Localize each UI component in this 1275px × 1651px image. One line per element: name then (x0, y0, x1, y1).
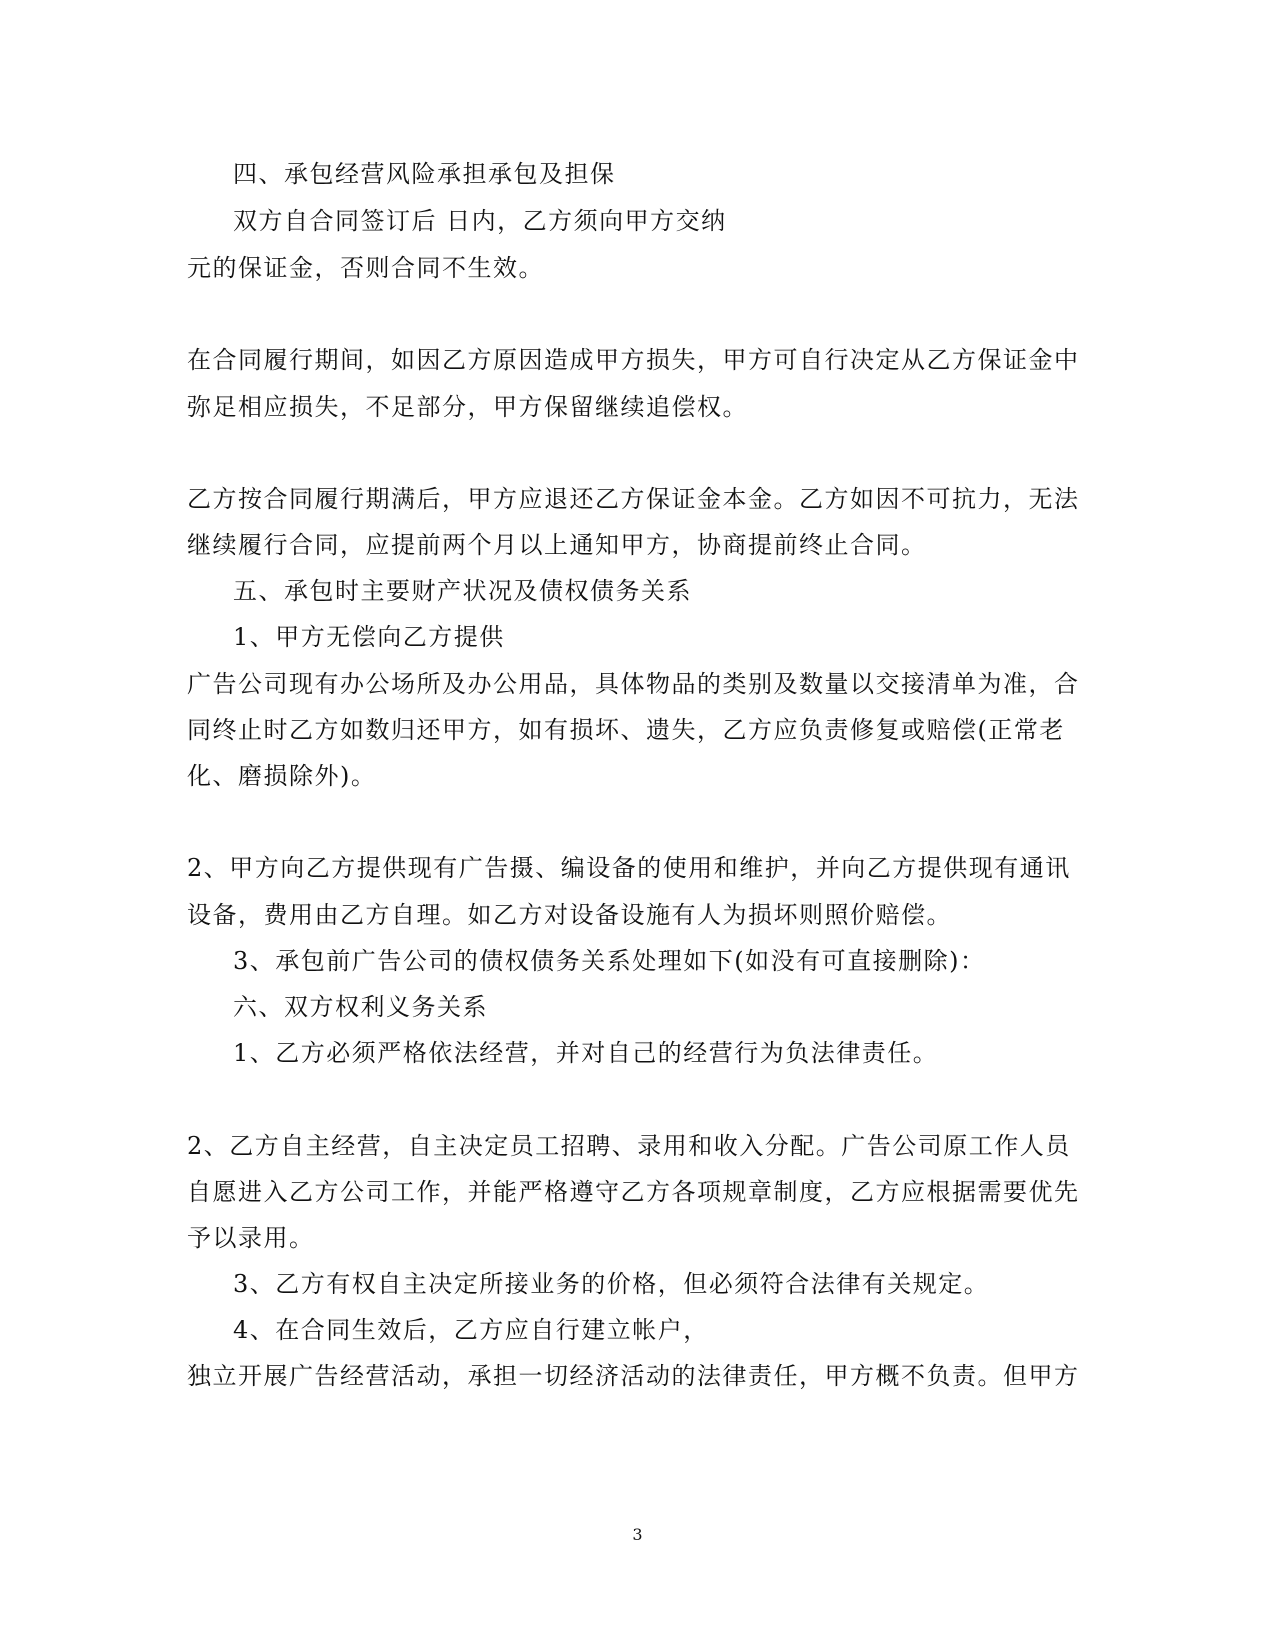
paragraph-line: 3、承包前广告公司的债权债务关系处理如下(如没有可直接删除)： (233, 947, 986, 975)
paragraph-line: 2、乙方自主经营，自主决定员工招聘、录用和收入分配。广告公司原工作人员 (187, 1132, 1071, 1160)
paragraph-line: 设备，费用由乙方自理。如乙方对设备设施有人为损坏则照价赔偿。 (187, 901, 952, 929)
page-number: 3 (632, 1525, 643, 1544)
section-heading-6: 六、双方权利义务关系 (233, 993, 488, 1021)
paragraph-line: 双方自合同签订后 日内，乙方须向甲方交纳 (233, 207, 727, 235)
paragraph-line: 4、在合同生效后，乙方应自行建立帐户， (233, 1316, 709, 1344)
paragraph-line: 自愿进入乙方公司工作，并能严格遵守乙方各项规章制度，乙方应根据需要优先 (187, 1178, 1080, 1206)
paragraph-line: 在合同履行期间，如因乙方原因造成甲方损失，甲方可自行决定从乙方保证金中 (187, 346, 1080, 374)
paragraph-line: 予以录用。 (187, 1224, 315, 1252)
paragraph-line: 同终止时乙方如数归还甲方，如有损坏、遗失，乙方应负责修复或赔偿(正常老 (187, 716, 1065, 744)
paragraph-line: 1、乙方必须严格依法经营，并对自己的经营行为负法律责任。 (233, 1039, 939, 1067)
paragraph-line: 弥足相应损失，不足部分，甲方保留继续追偿权。 (187, 393, 748, 421)
section-heading-5: 五、承包时主要财产状况及债权债务关系 (233, 577, 692, 605)
section-heading-4: 四、承包经营风险承担承包及担保 (233, 160, 616, 188)
paragraph-line: 独立开展广告经营活动，承担一切经济活动的法律责任，甲方概不负责。但甲方 (187, 1362, 1080, 1390)
paragraph-line: 3、乙方有权自主决定所接业务的价格，但必须符合法律有关规定。 (233, 1270, 990, 1298)
paragraph-line: 广告公司现有办公场所及办公用品，具体物品的类别及数量以交接清单为准，合 (187, 670, 1080, 698)
paragraph-line: 2、甲方向乙方提供现有广告摄、编设备的使用和维护，并向乙方提供现有通讯 (187, 854, 1071, 882)
paragraph-line: 乙方按合同履行期满后，甲方应退还乙方保证金本金。乙方如因不可抗力，无法 (187, 485, 1080, 513)
paragraph-line: 元的保证金，否则合同不生效。 (187, 254, 544, 282)
paragraph-line: 化、磨损除外)。 (187, 762, 377, 790)
paragraph-line: 继续履行合同，应提前两个月以上通知甲方，协商提前终止合同。 (187, 531, 927, 559)
paragraph-line: 1、甲方无偿向乙方提供 (233, 623, 505, 651)
